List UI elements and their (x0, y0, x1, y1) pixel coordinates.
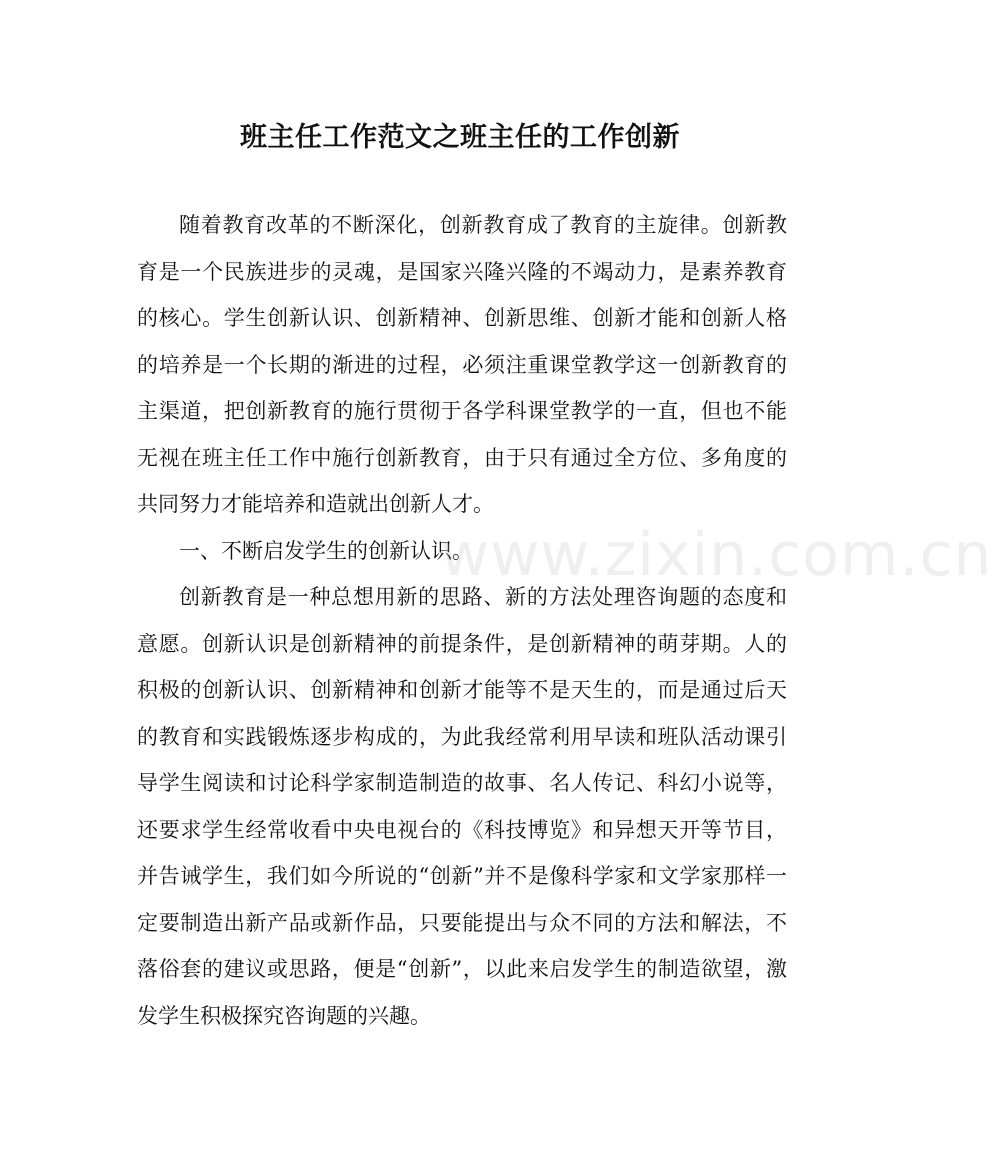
document-body (137, 202, 787, 1039)
document-title: 班主任工作范文之班主任的工作创新 (240, 122, 680, 153)
paragraph-section-1: 创新教育是一种总想用新的思路、新的方法处理咨询题的态度和意愿。创新认识是创新精神的前提条件，是创新精神的萌芽期。人的积极的创新认识、创新精神和创新才能等不是天生的，而是通过后天的教育和实践锻炼逐步构成的，为此我经常利用早读和班队活动课引导学生阅读和讨论科学家制造制造的故事、名人传记、科幻小说等，还要求学生经常收看中央电视台的《科技博览》和异想天开等节目，并告诫学生，我们如今所说的“创新”并不是像科学家和文学家那样一定要制造出新产品或新作品，只要能提出与众不同的方法和解法，不落俗套的建议或思路，便是“创新”，以此来启发学生的制造欲望，激发学生积极探究咨询题的兴趣。 (137, 585, 787, 1028)
watermark: www.zixin.com.cn (440, 520, 992, 590)
section-heading-1: 一、不断启发学生的创新认识。 (179, 538, 473, 563)
paragraph-intro: 随着教育改革的不断深化，创新教育成了教育的主旋律。创新教育是一个民族进步的灵魂，是国家兴隆兴隆的不竭动力，是素养教育的核心。学生创新认识、创新精神、创新思维、创新才能和创新人格的培养是一个长期的渐进的过程，必须注重课堂教学这一创新教育的主渠道，把创新教育的施行贯彻于各学科课堂教学的一直，但也不能无视在班主任工作中施行创新教育，由于只有通过全方位、多角度的共同努力才能培养和造就出创新人才。 (137, 213, 787, 516)
